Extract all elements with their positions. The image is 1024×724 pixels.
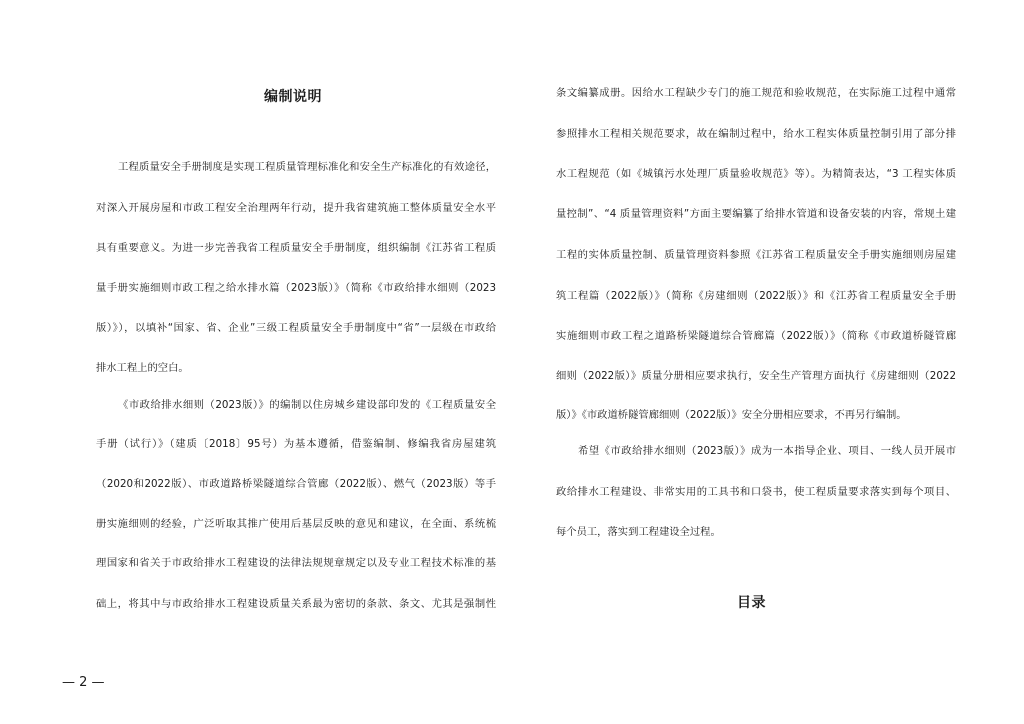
paragraph-line: 实施细则市政工程之道路桥梁隧道综合管廊篇（2022版）》（简称《市政道桥隧管廊	[556, 330, 956, 342]
paragraph-line: 对深入开展房屋和市政工程安全治理两年行动，提升我省建筑施工整体质量安全水平	[96, 202, 496, 214]
paragraph-line: 具有重要意义。为进一步完善我省工程质量安全手册制度，组织编制《江苏省工程质	[96, 242, 496, 254]
paragraph-line: 工程质量安全手册制度是实现工程质量管理标准化和安全生产标准化的有效途径，	[118, 161, 496, 173]
paragraph-line: 政给排水工程建设、非常实用的工具书和口袋书，使工程质量要求落实到每个项目、	[556, 486, 956, 498]
paragraph-line: 础上，将其中与市政给排水工程建设质量关系最为密切的条款、条文、尤其是强制性	[96, 598, 496, 610]
paragraph-line: 筑工程篇（2022版）》（简称《房建细则（2022版）》和《江苏省工程质量安全手册	[556, 290, 956, 302]
paragraph-line: 条文编纂成册。因给水工程缺少专门的施工规范和验收规范，在实际施工过程中通常	[556, 87, 956, 99]
paragraph-line: 理国家和省关于市政给排水工程建设的法律法规规章规定以及专业工程技术标准的基	[96, 557, 496, 569]
paragraph-line: 版）》），以填补“国家、省、企业”三级工程质量安全手册制度中“省”一层级在市政给	[96, 322, 496, 334]
paragraph-line: 量手册实施细则市政工程之给水排水篇（2023版）》（简称《市政给排水细则（2023	[96, 282, 496, 294]
page-number: — 2 —	[62, 675, 105, 690]
paragraph-line: 希望《市政给排水细则（2023版）》成为一本指导企业、项目、一线人员开展市	[578, 445, 956, 457]
paragraph-line: 细则（2022版）》质量分册相应要求执行，安全生产管理方面执行《房建细则（2022	[556, 370, 956, 382]
paragraph-line: 工程的实体质量控制、质量管理资料参照《江苏省工程质量安全手册实施细则房屋建	[556, 249, 956, 261]
paragraph-line: 手册（试行）》（建质〔2018〕95号）为基本遵循，借鉴编制、修编我省房屋建筑	[96, 438, 496, 450]
section-heading-table-of-contents: 目录	[737, 595, 766, 611]
paragraph-line: 参照排水工程相关规范要求，故在编制过程中，给水工程实体质量控制引用了部分排	[556, 128, 956, 140]
paragraph-line: 版）》《市政道桥隧管廊细则（2022版）》安全分册相应要求，不再另行编制。	[556, 409, 907, 421]
section-heading-compilation-notes: 编制说明	[264, 89, 322, 105]
paragraph-line: 册实施细则的经验，广泛听取其推广使用后基层反映的意见和建议，在全面、系统梳	[96, 518, 496, 530]
paragraph-line: （2020和2022版）、市政道路桥梁隧道综合管廊（2022版）、燃气（2023版）等手	[96, 478, 496, 490]
paragraph-line: 水工程规范（如《城镇污水处理厂质量验收规范》等）。为精简表达，“3 工程实体质	[556, 168, 956, 180]
paragraph-line: 量控制”、“4 质量管理资料”方面主要编纂了给排水管道和设备安装的内容，常规土建	[556, 208, 956, 220]
paragraph-line: 排水工程上的空白。	[96, 362, 189, 374]
paragraph-line: 每个员工，落实到工程建设全过程。	[556, 526, 721, 538]
paragraph-line: 《市政给排水细则（2023版）》的编制以住房城乡建设部印发的《工程质量安全	[118, 399, 496, 411]
